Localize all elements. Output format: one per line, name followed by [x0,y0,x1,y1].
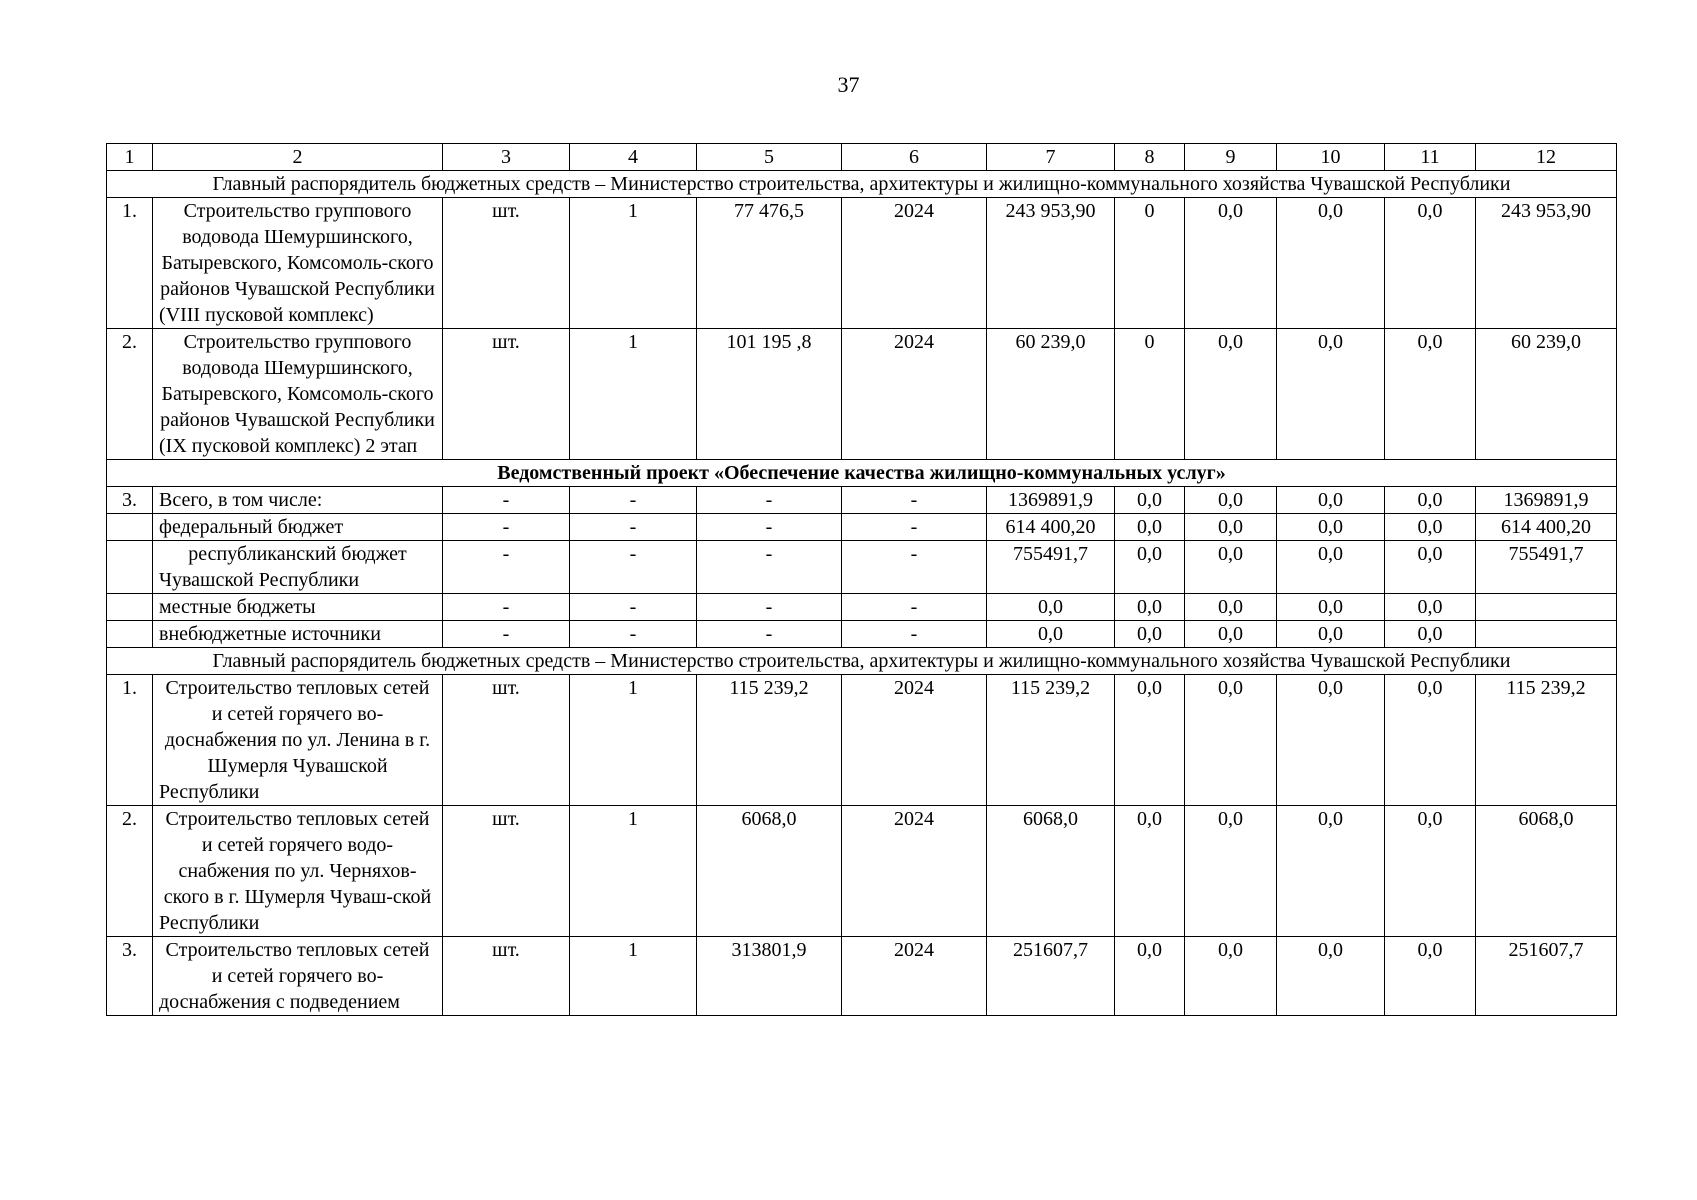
cell-c12: 251607,7 [1476,937,1617,1016]
cell-c7: 115 239,2 [987,675,1115,806]
cell-name: внебюджетные источники [153,621,443,648]
cell-c7: 243 953,90 [987,198,1115,329]
cell-c6: 2024 [842,329,987,460]
cell-c7: 6068,0 [987,806,1115,937]
cell-n: 1. [107,675,153,806]
cell-name: Строительство группового водовода Шемуршинского, Батыревского, Комсомоль-ского районов Чувашской Республики (IX пусковой комплекс) 2 этап [153,329,443,460]
cell-c8: 0,0 [1115,594,1185,621]
cell-c12: 115 239,2 [1476,675,1617,806]
cell-unit: шт. [443,329,570,460]
cell-c12: 60 239,0 [1476,329,1617,460]
column-header: 8 [1115,144,1185,171]
page-number: 37 [837,72,860,97]
cell-c9: 0,0 [1185,675,1277,806]
cell-qty: - [570,514,697,541]
cell-c10: 0,0 [1277,806,1385,937]
column-header: 12 [1476,144,1617,171]
column-header: 5 [697,144,842,171]
cell-n: 3. [107,937,153,1016]
cell-c5: 101 195 ,8 [697,329,842,460]
cell-c5: 115 239,2 [697,675,842,806]
cell-c6: - [842,514,987,541]
cell-c5: 313801,9 [697,937,842,1016]
cell-n [107,514,153,541]
cell-c12: 6068,0 [1476,806,1617,937]
table-row [107,514,1617,541]
table-row [107,806,1617,937]
cell-qty: - [570,487,697,514]
cell-c10: 0,0 [1277,541,1385,594]
cell-c6: 2024 [842,675,987,806]
cell-qty: 1 [570,329,697,460]
cell-c7: 755491,7 [987,541,1115,594]
cell-c12: 243 953,90 [1476,198,1617,329]
cell-name: республиканский бюджет Чувашской Республики [153,541,443,594]
cell-n: 2. [107,806,153,937]
header-row [107,144,1617,171]
cell-name: Всего, в том числе: [153,487,443,514]
cell-c8: 0,0 [1115,541,1185,594]
cell-name: Строительство тепловых сетей и сетей горячего водо-снабжения по ул. Черняхов-ского в г. Шумерля Чуваш-ской Республики [153,806,443,937]
cell-c6: - [842,594,987,621]
cell-c11: 0,0 [1385,514,1476,541]
cell-c11: 0,0 [1385,594,1476,621]
column-header: 10 [1277,144,1385,171]
cell-c8: 0,0 [1115,675,1185,806]
cell-c9: 0,0 [1185,514,1277,541]
cell-c6: 2024 [842,806,987,937]
cell-c12 [1476,621,1617,648]
cell-n: 2. [107,329,153,460]
cell-c10: 0,0 [1277,675,1385,806]
cell-c10: 0,0 [1277,621,1385,648]
cell-c9: 0,0 [1185,621,1277,648]
cell-c8: 0,0 [1115,621,1185,648]
cell-unit: - [443,541,570,594]
cell-qty: 1 [570,937,697,1016]
cell-c5: - [697,514,842,541]
cell-name: Строительство тепловых сетей и сетей горячего во-доснабжения с подведением [153,937,443,1016]
cell-c12: 755491,7 [1476,541,1617,594]
column-header: 6 [842,144,987,171]
cell-qty: 1 [570,198,697,329]
section-title: Главный распорядитель бюджетных средств – Министерство строительства, архитектуры и жилищно-коммунального хозяйства Чувашской Республики [107,171,1617,198]
section-title-row [107,460,1617,487]
cell-unit: шт. [443,937,570,1016]
section-title: Ведомственный проект «Обеспечение качества жилищно-коммунальных услуг» [107,460,1617,487]
cell-c5: 6068,0 [697,806,842,937]
section-title: Главный распорядитель бюджетных средств – Министерство строительства, архитектуры и жилищно-коммунального хозяйства Чувашской Республики [107,648,1617,675]
cell-c9: 0,0 [1185,937,1277,1016]
cell-n: 1. [107,198,153,329]
column-header: 7 [987,144,1115,171]
cell-c7: 614 400,20 [987,514,1115,541]
table-row [107,621,1617,648]
cell-c9: 0,0 [1185,541,1277,594]
cell-c7: 0,0 [987,594,1115,621]
cell-qty: 1 [570,806,697,937]
cell-unit: - [443,514,570,541]
cell-c9: 0,0 [1185,329,1277,460]
cell-c10: 0,0 [1277,198,1385,329]
cell-qty: - [570,541,697,594]
cell-c11: 0,0 [1385,937,1476,1016]
cell-c10: 0,0 [1277,487,1385,514]
cell-name: местные бюджеты [153,594,443,621]
cell-c11: 0,0 [1385,675,1476,806]
cell-c11: 0,0 [1385,198,1476,329]
cell-unit: шт. [443,675,570,806]
cell-c6: 2024 [842,198,987,329]
cell-n: 3. [107,487,153,514]
column-header: 9 [1185,144,1277,171]
cell-c12: 1369891,9 [1476,487,1617,514]
cell-name: Строительство тепловых сетей и сетей горячего во-доснабжения по ул. Ленина в г. Шумерля Чувашской Республики [153,675,443,806]
cell-c12: 614 400,20 [1476,514,1617,541]
cell-c8: 0 [1115,198,1185,329]
cell-qty: 1 [570,675,697,806]
cell-qty: - [570,621,697,648]
cell-n [107,621,153,648]
column-header: 3 [443,144,570,171]
cell-c9: 0,0 [1185,594,1277,621]
section-title-row [107,171,1617,198]
table-row [107,198,1617,329]
cell-c11: 0,0 [1385,621,1476,648]
cell-c5: - [697,487,842,514]
cell-c10: 0,0 [1277,514,1385,541]
cell-c6: 2024 [842,937,987,1016]
cell-c11: 0,0 [1385,487,1476,514]
cell-c8: 0,0 [1115,937,1185,1016]
cell-c12 [1476,594,1617,621]
cell-c8: 0,0 [1115,514,1185,541]
table-row [107,329,1617,460]
cell-n [107,594,153,621]
table-row [107,937,1617,1016]
cell-c9: 0,0 [1185,806,1277,937]
table-row [107,541,1617,594]
cell-c9: 0,0 [1185,487,1277,514]
table-row [107,487,1617,514]
cell-c7: 0,0 [987,621,1115,648]
cell-c6: - [842,621,987,648]
cell-c8: 0,0 [1115,487,1185,514]
budget-table [106,143,1617,1016]
cell-c7: 1369891,9 [987,487,1115,514]
cell-c8: 0,0 [1115,806,1185,937]
cell-c5: - [697,541,842,594]
cell-unit: шт. [443,806,570,937]
cell-c5: - [697,594,842,621]
cell-unit: - [443,594,570,621]
cell-name: федеральный бюджет [153,514,443,541]
cell-c11: 0,0 [1385,541,1476,594]
cell-unit: - [443,487,570,514]
cell-c11: 0,0 [1385,806,1476,937]
cell-c6: - [842,487,987,514]
cell-unit: - [443,621,570,648]
cell-c10: 0,0 [1277,329,1385,460]
cell-c7: 60 239,0 [987,329,1115,460]
table-row [107,675,1617,806]
cell-c10: 0,0 [1277,937,1385,1016]
column-header: 11 [1385,144,1476,171]
cell-c5: 77 476,5 [697,198,842,329]
column-header: 4 [570,144,697,171]
cell-n [107,541,153,594]
cell-c8: 0 [1115,329,1185,460]
cell-c11: 0,0 [1385,329,1476,460]
cell-c7: 251607,7 [987,937,1115,1016]
cell-c6: - [842,541,987,594]
cell-c5: - [697,621,842,648]
cell-unit: шт. [443,198,570,329]
table-row [107,594,1617,621]
cell-qty: - [570,594,697,621]
column-header: 1 [107,144,153,171]
cell-c10: 0,0 [1277,594,1385,621]
cell-c9: 0,0 [1185,198,1277,329]
section-title-row [107,648,1617,675]
column-header: 2 [153,144,443,171]
cell-name: Строительство группового водовода Шемуршинского, Батыревского, Комсомоль-ского районов Чувашской Республики (VIII пусковой комплекс) [153,198,443,329]
